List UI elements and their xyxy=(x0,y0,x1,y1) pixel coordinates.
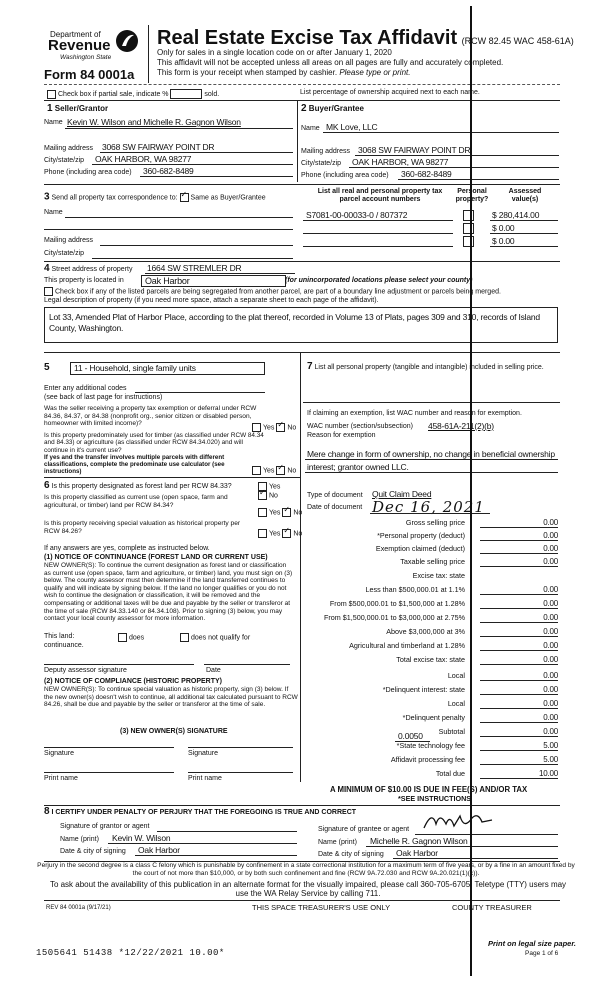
tax-row-label: Subtotal xyxy=(438,727,465,736)
deputy-date-label: Date xyxy=(206,667,221,674)
segregated-checkbox[interactable] xyxy=(44,287,53,296)
codes-label: Enter any additional codes xyxy=(44,385,127,392)
tax-row-label: Total excise tax: state xyxy=(396,655,465,664)
seller-phone-label: Phone (including area code) xyxy=(44,169,132,176)
subtitle-3: This form is your receipt when stamped by cashier. Please type or print. xyxy=(157,68,411,77)
perjury-warning: Perjury in the second degree is a class C felony which is punishable by confinement in a state correctional institution for a maximum term of five years, or by a fine in an amount fixed by the court of not more than $10,000, or by both such confinement and fine (RCW 9A.72.030 and RCW 9A.20.021(1)(c)). xyxy=(37,862,575,877)
legal-size-note: Print on legal size paper. xyxy=(488,939,576,948)
forest-yes-no: Yes ✓No xyxy=(258,482,280,501)
buyer-phone[interactable]: 360-682-8489 xyxy=(401,169,452,179)
tax-row-label: Agricultural and timberland at 1.28% xyxy=(349,641,465,650)
tax-row-label: Taxable selling price xyxy=(400,557,465,566)
personal-checkbox-2[interactable] xyxy=(463,223,474,234)
historic-yes-checkbox[interactable] xyxy=(258,529,267,538)
tax-row-value[interactable]: 5.00 xyxy=(480,741,558,751)
seller-city[interactable]: OAK HARBOR, WA 98277 xyxy=(95,154,192,164)
tax-row-value[interactable]: 0.00 xyxy=(480,518,558,528)
grantor-date-city-label: Date & city of signing xyxy=(60,848,126,855)
tax-row-value[interactable]: 0.00 xyxy=(480,685,558,695)
exemption-yes-checkbox[interactable] xyxy=(252,423,261,432)
tax-row-value[interactable]: 0.00 xyxy=(480,671,558,681)
tax-row-value[interactable]: 0.00 xyxy=(480,641,558,651)
dept-line2: Revenue xyxy=(48,37,111,54)
reason-label: Reason for exemption xyxy=(307,432,376,439)
tax-row-value[interactable]: 0.00 xyxy=(480,699,558,709)
personal-checkbox-3[interactable] xyxy=(463,236,474,247)
buyer-city-label: City/state/zip xyxy=(301,160,342,167)
tax-row-label: *Personal property (deduct) xyxy=(377,531,465,540)
seller-phone[interactable]: 360-682-8489 xyxy=(143,166,194,176)
buyer-phone-label: Phone (including area code) xyxy=(301,172,389,179)
timber-yes-no: Yes ✓ No xyxy=(252,466,296,475)
continuance-label: continuance. xyxy=(44,642,84,649)
seller-mailing[interactable]: 3068 SW FAIRWAY POINT DR xyxy=(102,142,215,152)
tax-row-value[interactable]: 0.00 xyxy=(480,713,558,723)
page-number: Page 1 of 6 xyxy=(525,950,559,957)
property-street[interactable]: 1664 SW STREMLER DR xyxy=(147,263,242,273)
tax-row-value[interactable]: 0.00 xyxy=(480,557,558,567)
tax-row-label: *Delinquent penalty xyxy=(402,713,465,722)
assessed-value-1[interactable]: $ 280,414.00 xyxy=(492,210,540,220)
section5-number: 5 xyxy=(44,362,50,373)
corr-mailing-label: Mailing address xyxy=(44,237,94,244)
timber-question: Is this property predominately used for timber (as classified under RCW 84.34 and 84.33) or agriculture (as classified under RCW 84.34.020) and will continue in it's current use? xyxy=(44,432,264,454)
parcels-heading: List all real and personal property tax parcel account numbers xyxy=(317,188,443,203)
tax-row-label: Above $3,000,000 at 3% xyxy=(386,627,465,636)
does-not-option: does not qualify for xyxy=(180,633,250,642)
if-yes-note: If any answers are yes, complete as instructed below. xyxy=(44,545,210,552)
tax-row-label: *Delinquent interest: state xyxy=(382,685,465,694)
subtitle-1: Only for sales in a single location code on or after January 1, 2020 xyxy=(157,48,392,57)
tax-row-label: Local xyxy=(447,699,465,708)
scan-marker-line xyxy=(470,6,472,976)
historic-question: Is this property receiving special valuation as historical property per RCW 84.26? xyxy=(44,520,241,535)
does-checkbox[interactable] xyxy=(118,633,127,642)
rcw-reference: (RCW 82.45 WAC 458-61A) xyxy=(461,36,574,46)
location-select[interactable]: Oak Harbor xyxy=(141,275,286,287)
buyer-heading: 2 Buyer/Grantee xyxy=(301,103,364,114)
current-use-question: Is this property classified as current use (open space, farm and agricultural, or timber) land per RCW 84.34? xyxy=(44,494,228,509)
grantor-name[interactable]: Kevin W. Wilson xyxy=(112,833,171,843)
cashier-stamp: 1505641 51438 *12/22/2021 10.00* xyxy=(36,948,225,958)
buyer-name-label: Name xyxy=(301,125,320,132)
corr-name-label: Name xyxy=(44,209,63,216)
tax-row-value[interactable]: 0.00 xyxy=(480,531,558,541)
unincorporated-note: (for unincorporated locations please select your county) xyxy=(285,277,473,284)
wac-number[interactable]: 458-61A-211(2)(b) xyxy=(428,421,494,431)
tax-row-label: Affidavit processing fee xyxy=(390,755,465,764)
exempt-claim-label: If claiming an exemption, list WAC number and reason for exemption. xyxy=(307,410,522,417)
buyer-mailing-label: Mailing address xyxy=(301,148,351,155)
timber-yes-checkbox[interactable] xyxy=(252,466,261,475)
forest-question: 6 Is this property designated as forest land per RCW 84.33? xyxy=(44,480,232,491)
timber-question-2: If yes and the transfer involves multiple parcels with different classifications, complete the predominate use calculator (see instructions) xyxy=(44,454,225,476)
tax-row-value[interactable]: 0.00 xyxy=(480,585,558,595)
seller-heading: 1 Seller/Grantor xyxy=(47,103,109,114)
ownership-list-note: List percentage of ownership acquired next to each name. xyxy=(300,89,480,96)
owner-print-name-label-1: Print name xyxy=(44,775,78,782)
current-use-yes-no: Yes ✓ No xyxy=(258,508,302,517)
historic-yes-no: Yes ✓ No xyxy=(258,529,302,538)
buyer-city[interactable]: OAK HARBOR, WA 98277 xyxy=(352,157,449,167)
doc-date[interactable]: Dec 16, 2021 xyxy=(372,498,485,516)
this-land-label: This land: xyxy=(44,633,75,640)
tax-row-label: Excise tax: state xyxy=(412,571,465,580)
historic-no-checkbox[interactable] xyxy=(282,529,291,538)
form-title: Real Estate Excise Tax Affidavit xyxy=(157,27,458,49)
dept-line1: Department of xyxy=(50,30,101,39)
located-label: This property is located in xyxy=(44,277,124,284)
tax-row-value[interactable]: 10.00 xyxy=(480,769,558,779)
timber-no-checkbox[interactable] xyxy=(276,466,285,475)
grantee-date-city-label: Date & city of signing xyxy=(318,851,384,858)
personal-checkbox-1[interactable] xyxy=(463,210,474,221)
notice-continuance-body: NEW OWNER(S): To continue the current designation as forest land or classification as current use (open space, farm and agriculture, or timber) land, you must sign on (3) below. The county assessor must then determine if the land transferred continues to qualify and will indicate by signing below. If the land no longer qualifies or you do not wish to continue the designation or classification, it will be removed and the compensating or additional taxes will be due and payable by the seller or transferor at the time of sale (RCW 84.33.140 or 84.34.108). Prior to signing (3) below, you may contact your local county assessor for more information. xyxy=(44,562,293,623)
buyer-mailing[interactable]: 3068 SW FAIRWAY POINT DR xyxy=(358,145,471,155)
local-rate[interactable]: 0.0050 xyxy=(398,731,423,741)
partial-sale-row: Check box if partial sale, indicate % sold. xyxy=(47,89,219,99)
tax-row-label: From $1,500,000.01 to $3,000,000 at 2.75% xyxy=(323,613,465,622)
deputy-signature-label: Deputy assessor signature xyxy=(44,667,127,674)
exemption-question: Was the seller receiving a property tax exemption or deferral under RCW 84.36, 84.37, or 84.38 (nonprofit org., senior citizen or disabled person, homeowner with limited income)? xyxy=(44,405,257,427)
current-use-yes-checkbox[interactable] xyxy=(258,508,267,517)
notice-continuance-heading: (1) NOTICE OF CONTINUANCE (FOREST LAND OR CURRENT USE) xyxy=(44,554,268,561)
notice-compliance-heading: (2) NOTICE OF COMPLIANCE (HISTORIC PROPERTY) xyxy=(44,678,222,685)
tax-row-value[interactable]: 0.00 xyxy=(480,727,558,737)
treasurer-only-label: THIS SPACE TREASURER'S USE ONLY xyxy=(252,903,391,912)
seller-city-label: City/state/zip xyxy=(44,157,85,164)
wac-label: WAC number (section/subsection) xyxy=(307,423,413,430)
exemption-reason[interactable]: Mere change in form of ownership, no change in beneficial ownership interest; grantor owned LLC. xyxy=(307,449,555,472)
does-option: does xyxy=(118,633,144,642)
grantor-signature-label: Signature of grantor or agent xyxy=(60,823,150,830)
grantor-name-label: Name (print) xyxy=(60,836,99,843)
tax-row-value[interactable]: 0.00 xyxy=(480,544,558,554)
seller-name[interactable]: Kevin W. Wilson and Michelle R. Gagnon Wilson xyxy=(67,117,241,127)
minimum-due-note: A MINIMUM OF $10.00 IS DUE IN FEE(S) AND/OR TAX xyxy=(330,785,528,794)
personal-property-question: 7 List all personal property (tangible and intangible) included in selling price. xyxy=(307,361,544,372)
tax-row-label: Less than $500,000.01 at 1.1% xyxy=(365,585,465,594)
seller-name-label: Name xyxy=(44,119,63,126)
revenue-logo-icon xyxy=(114,28,140,54)
grantor-city[interactable]: Oak Harbor xyxy=(138,845,180,855)
grantee-name-label: Name (print) xyxy=(318,839,357,846)
grantee-signature-icon xyxy=(420,808,500,834)
exemption-yes-no: Yes ✓ No xyxy=(252,423,296,432)
assessed-value-3[interactable]: $ 0.00 xyxy=(492,236,515,246)
legal-description[interactable]: Lot 33, Amended Plat of Harbor Place, according to the plat thereof, recorded in Volume 13 of Plats, pages 309 and 310, records of Island County, Washington. xyxy=(44,307,558,343)
revision-code: REV 84 0001a (9/17/21) xyxy=(46,905,111,911)
see-instructions-note: *SEE INSTRUCTIONS xyxy=(398,794,472,803)
exemption-no-checkbox[interactable] xyxy=(276,423,285,432)
tax-row-value[interactable]: 0.00 xyxy=(480,613,558,623)
notice-compliance-body: NEW OWNER(S): To continue special valuation as historic property, sign (3) below. If the new owner(s) doesn't wish to continue, all additional tax calculated pursuant to RCW 84.26, shall be due and payable by the seller or transferor at the time of sale. xyxy=(44,686,298,709)
new-owner-signature-heading: (3) NEW OWNER(S) SIGNATURE xyxy=(120,728,228,735)
seller-mailing-label: Mailing address xyxy=(44,145,94,152)
doc-type-label: Type of document xyxy=(307,492,363,499)
tax-row-value[interactable]: 0.00 xyxy=(480,655,558,665)
certify-heading: 8 I CERTIFY UNDER PENALTY OF PERJURY THAT THE FOREGOING IS TRUE AND CORRECT xyxy=(44,806,357,817)
availability-note: To ask about the availability of this publication in an alternate format for the visually impaired, please call 360-705-6705. Teletype (TTY) users may use the WA Relay Service by calling 711. xyxy=(49,880,567,898)
partial-sale-checkbox[interactable] xyxy=(47,90,56,99)
owner-print-name-label-2: Print name xyxy=(188,775,222,782)
tax-row-value[interactable]: 0.00 xyxy=(480,627,558,637)
tax-row-label: *State technology fee xyxy=(396,741,465,750)
tax-row-label: Total due xyxy=(435,769,465,778)
owner-signature-label-1: Signature xyxy=(44,750,74,757)
correspondence-heading: 3 Send all property tax correspondence to: ✓ Same as Buyer/Grantee xyxy=(44,193,266,202)
tax-row-label: From $500,000.01 to $1,500,000 at 1.28% xyxy=(329,599,465,608)
doc-type[interactable]: Quit Claim Deed xyxy=(372,489,432,499)
grantee-city[interactable]: Oak Harbor xyxy=(396,848,438,858)
grantee-signature-label: Signature of grantee or agent xyxy=(318,826,410,833)
forest-no-checkbox[interactable] xyxy=(258,491,267,500)
legal-label: Legal description of property (if you need more space, attach a separate sheet to each page of the affidavit). xyxy=(44,297,379,304)
same-as-buyer-checkbox[interactable] xyxy=(180,193,189,202)
assessed-value-2[interactable]: $ 0.00 xyxy=(492,223,515,233)
tax-row-value[interactable]: 0.00 xyxy=(480,599,558,609)
tax-row-label: Exemption claimed (deduct) xyxy=(375,544,465,553)
does-not-checkbox[interactable] xyxy=(180,633,189,642)
corr-city-label: City/state/zip xyxy=(44,250,85,257)
assessed-heading: Assessed value(s) xyxy=(508,188,542,203)
grantee-name[interactable]: Michelle R. Gagnon Wilson xyxy=(370,836,468,846)
partial-percent-input[interactable] xyxy=(170,89,202,99)
current-use-no-checkbox[interactable] xyxy=(282,508,291,517)
form-number: Form 84 0001a xyxy=(44,67,135,82)
dept-line3: Washington State xyxy=(60,54,112,61)
buyer-name[interactable]: MK Love, LLC xyxy=(326,122,378,132)
land-use-select[interactable]: 11 - Household, single family units xyxy=(70,362,265,375)
tax-row-value[interactable]: 5.00 xyxy=(480,755,558,765)
parcel-number[interactable]: S7081-00-00033-0 / 807372 xyxy=(306,210,408,220)
codes-instructions: (see back of last page for instructions) xyxy=(44,394,163,401)
doc-date-label: Date of document xyxy=(307,504,363,511)
tax-row-label: Local xyxy=(447,671,465,680)
personal-heading: Personal property? xyxy=(455,188,489,203)
segregated-row: Check box if any of the listed parcels are being segregated from another parcel, are part of a boundary line adjustment or parcels being merged. xyxy=(44,287,501,296)
subtitle-2: This affidavit will not be accepted unless all areas on all pages are fully and accurately completed. xyxy=(157,58,504,67)
street-row: 4 Street address of property xyxy=(44,263,133,274)
tax-row-label: Gross selling price xyxy=(405,518,465,527)
owner-signature-label-2: Signature xyxy=(188,750,218,757)
county-treasurer-label: COUNTY TREASURER xyxy=(452,903,532,912)
